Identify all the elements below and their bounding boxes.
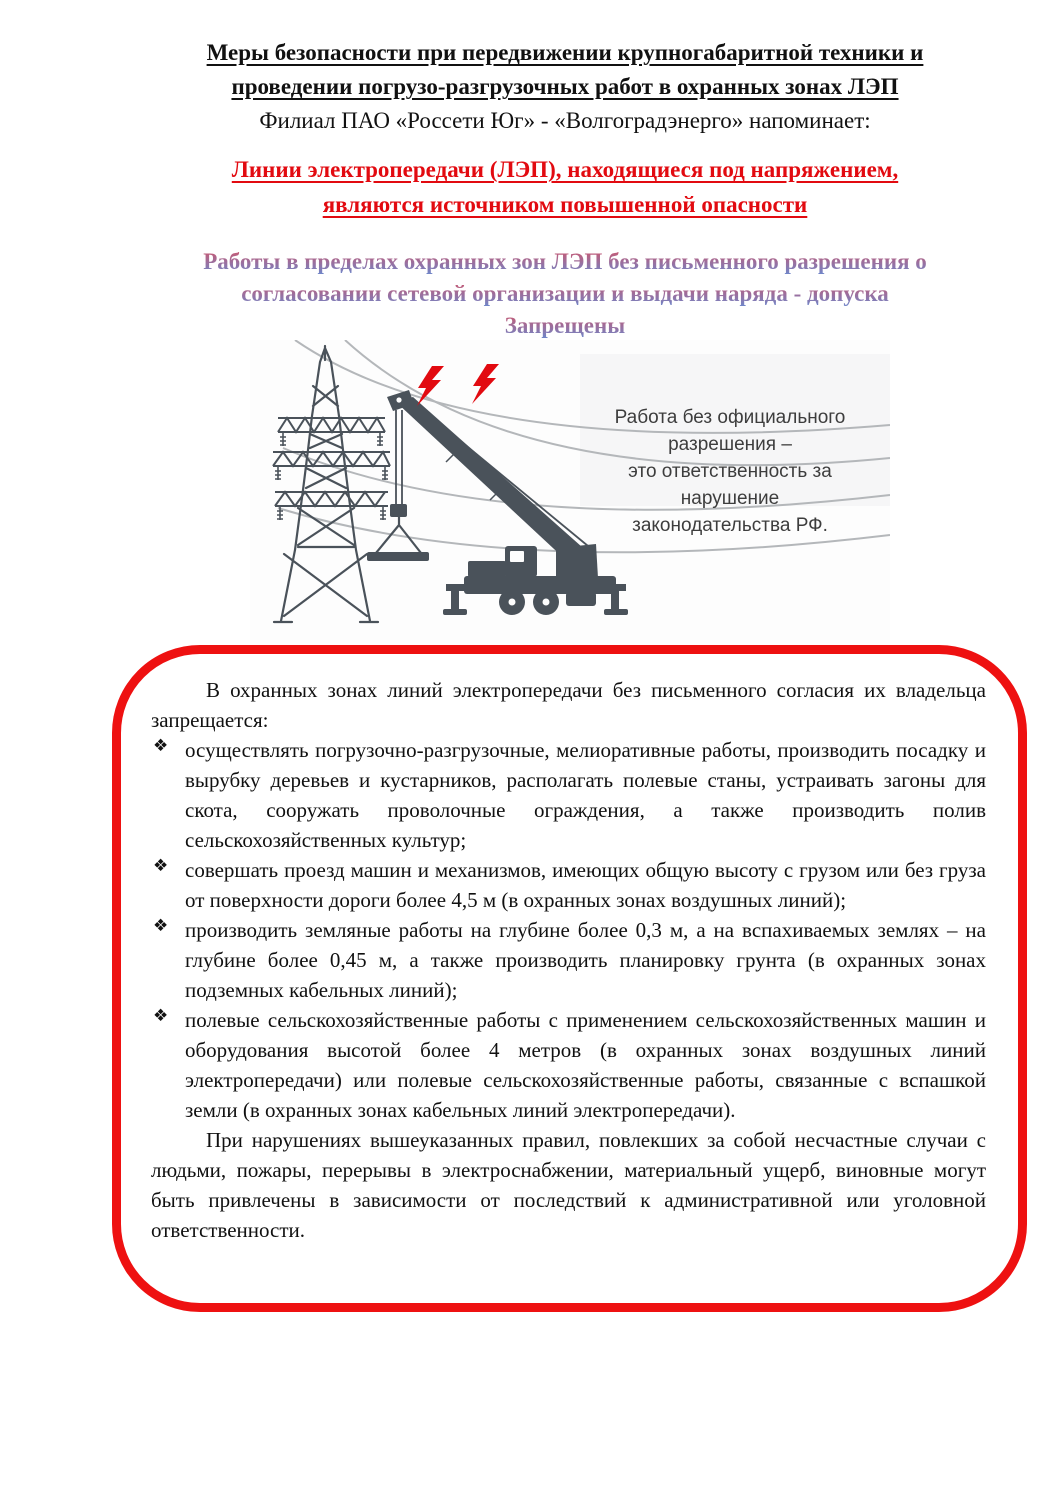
illustration-caption — [580, 404, 880, 539]
list-item — [151, 855, 986, 915]
list-item — [151, 1005, 986, 1125]
rules-conclusion: При нарушениях вышеуказанных правил, повлекших за собой несчастные случаи с людьми, пожары, перерывы в электроснабжении, материальный ущерб, виновные могут быть привлечены в зависимости от последствий к административной или уголовной ответственности. — [151, 1128, 986, 1242]
bullet-diamond-icon: ❖ — [153, 916, 169, 936]
caption-line-3: законодательства РФ. — [632, 515, 828, 536]
power-line-safety-illustration — [250, 340, 890, 640]
document-header — [70, 36, 1060, 138]
crane-hook-block — [390, 504, 407, 517]
rules-intro: В охранных зонах линий электропередачи без письменного согласия их владельца запрещается: — [151, 678, 986, 732]
suspended-load — [367, 552, 429, 561]
danger-heading — [70, 152, 1060, 222]
list-item-text: совершать проезд машин и механизмов, имеющих общую высоту с грузом или без груза от поверхности дороги более 4,5 м (в охранных зонах воздушных линий); — [185, 858, 986, 912]
prohibition-rules-box — [112, 645, 1027, 1312]
page-title-line-2: проведении погрузо-разгрузочных работ в охранных зонах ЛЭП — [231, 74, 899, 99]
list-item-text: производить земляные работы на глубине более 0,3 м, а на вспахиваемых землях – на глубине более 0,45 м, а также производить планировку грунта (в охранных зонах подземных кабельных линий); — [185, 918, 986, 1002]
outrigger-leg-left — [451, 590, 459, 610]
outrigger-pad-left — [443, 609, 467, 615]
bullet-diamond-icon: ❖ — [153, 856, 169, 876]
boom-pivot-mount — [556, 544, 598, 578]
list-item — [151, 915, 986, 1005]
list-item-text: полевые сельскохозяйственные работы с применением сельскохозяйственных машин и оборудования высотой более 4 метров (в охранных зонах воздушных линий электропередачи) или полевые сельскохозяйственные работы, связанные с вспашкой земли (в охранных зонах кабельных линий электропередачи). — [185, 1008, 986, 1122]
outrigger-beam — [446, 584, 626, 591]
bullet-diamond-icon: ❖ — [153, 736, 169, 756]
danger-heading-line-1: Линии электропередачи (ЛЭП), находящиеся под напряжением, — [231, 157, 899, 182]
danger-heading-line-2: являются источником повышенной опасности — [322, 192, 808, 217]
outrigger-leg-right — [611, 590, 619, 610]
caption-line-2: это ответственность за нарушение — [628, 461, 832, 509]
list-item — [151, 735, 986, 855]
outrigger-pad-right — [604, 609, 628, 615]
bullet-diamond-icon: ❖ — [153, 1006, 169, 1026]
caption-line-1: Работа без официального разрешения – — [614, 407, 846, 455]
permit-prohibition-heading — [70, 246, 1060, 342]
rear-gear — [566, 592, 596, 606]
permit-heading-line-3: Запрещены — [70, 310, 1060, 342]
subtitle: Филиал ПАО «Россети Юг» - «Волгоградэнерго» напоминает: — [259, 108, 871, 133]
rules-list — [151, 735, 986, 1125]
permit-heading-line-2: согласовании сетевой организации и выдачи наряда - допуска — [70, 278, 1060, 310]
permit-heading-line-1: Работы в пределах охранных зон ЛЭП без письменного разрешения о — [70, 246, 1060, 278]
truck-hood — [468, 561, 506, 577]
page-title-line-1: Меры безопасности при передвижении крупногабаритной техники и — [206, 40, 924, 65]
list-item-text: осуществлять погрузочно-разгрузочные, мелиоративные работы, производить посадку и вырубку деревьев и кустарников, располагать полевые станы, устраивать загоны для скота, сооружать проволочные ограждения, а также производить полив сельскохозяйственных культур; — [185, 738, 986, 852]
cab-window — [510, 551, 524, 562]
